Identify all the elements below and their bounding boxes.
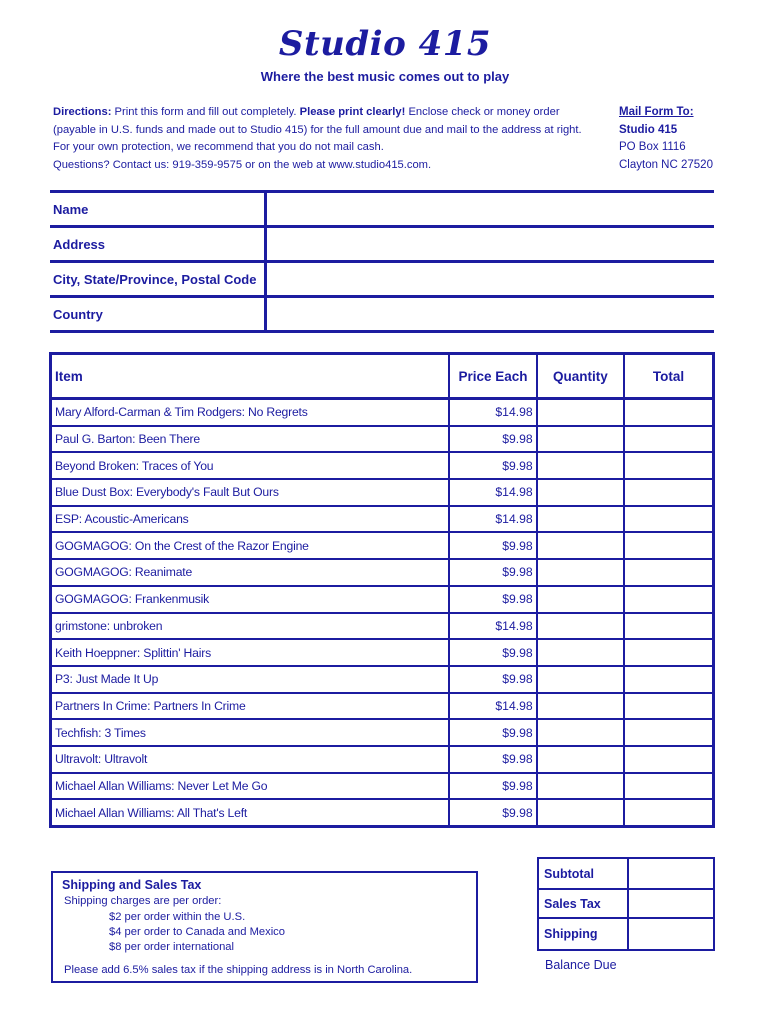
- customer-table-divider: [264, 190, 267, 333]
- sales-tax-row: [538, 889, 714, 918]
- item-price: $14.98: [449, 399, 536, 426]
- shipping-label: Shipping: [538, 918, 628, 950]
- city-label: City, State/Province, Postal Code: [53, 272, 257, 287]
- directions-body: Enclose check or money order (payable in U.S. funds and made out to Studio 415) for the full amount due and mail to the address at right. For your own protection, we recommend that you do not mail cash.: [53, 106, 582, 153]
- shipping-rate-canada-mexico: $4 per order to Canada and Mexico: [109, 926, 286, 938]
- table-row: [51, 773, 714, 800]
- address-label: Address: [53, 237, 106, 252]
- header-quantity: Quantity: [537, 354, 624, 399]
- sales-tax-field[interactable]: [628, 889, 714, 918]
- directions-text: [53, 104, 598, 174]
- table-row: [51, 719, 714, 746]
- balance-due-label: Balance Due: [545, 958, 617, 972]
- table-row: [51, 746, 714, 773]
- total-field[interactable]: [624, 666, 713, 693]
- table-row: [51, 559, 714, 586]
- table-row: [51, 666, 714, 693]
- item-price: $9.98: [449, 666, 536, 693]
- order-items-table: [49, 352, 715, 828]
- item-price: $9.98: [449, 746, 536, 773]
- quantity-field[interactable]: [537, 639, 624, 666]
- total-field[interactable]: [624, 559, 713, 586]
- item-price: $9.98: [449, 773, 536, 800]
- sales-tax-note: Please add 6.5% sales tax if the shipping address is in North Carolina.: [64, 964, 413, 976]
- total-field[interactable]: [624, 452, 713, 479]
- item-name: GOGMAGOG: On the Crest of the Razor Engine: [51, 532, 450, 559]
- total-field[interactable]: [624, 639, 713, 666]
- page-title: Studio 415: [278, 24, 492, 64]
- total-field[interactable]: [624, 399, 713, 426]
- item-name: ESP: Acoustic-Americans: [51, 506, 450, 533]
- table-row: [51, 693, 714, 720]
- quantity-field[interactable]: [537, 719, 624, 746]
- table-row: [51, 452, 714, 479]
- table-row: [51, 799, 714, 826]
- table-row: [51, 532, 714, 559]
- table-row: [51, 639, 714, 666]
- tagline: Where the best music comes out to play: [260, 69, 510, 84]
- table-row: [51, 506, 714, 533]
- table-row: [51, 613, 714, 640]
- subtotal-row: [538, 858, 714, 889]
- quantity-field[interactable]: [537, 613, 624, 640]
- header-total: Total: [624, 354, 713, 399]
- sales-tax-label: Sales Tax: [538, 889, 628, 918]
- item-name: Techfish: 3 Times: [51, 719, 450, 746]
- quantity-field[interactable]: [537, 666, 624, 693]
- total-field[interactable]: [624, 479, 713, 506]
- item-price: $9.98: [449, 426, 536, 453]
- item-name: P3: Just Made It Up: [51, 666, 450, 693]
- print-clearly-note: Please print clearly!: [299, 106, 406, 118]
- item-price: $9.98: [449, 452, 536, 479]
- directions-label: Directions:: [53, 106, 112, 118]
- item-name: GOGMAGOG: Frankenmusik: [51, 586, 450, 613]
- item-name: Michael Allan Williams: All That's Left: [51, 799, 450, 826]
- contact-info: Questions? Contact us: 919-359-9575 or on the web at www.studio415.com.: [53, 158, 432, 171]
- total-field[interactable]: [624, 773, 713, 800]
- address-row[interactable]: [50, 225, 714, 260]
- mail-to-address: [619, 104, 713, 174]
- item-name: Beyond Broken: Traces of You: [51, 452, 450, 479]
- shipping-field[interactable]: [628, 918, 714, 950]
- item-price: $14.98: [449, 693, 536, 720]
- quantity-field[interactable]: [537, 399, 624, 426]
- total-field[interactable]: [624, 506, 713, 533]
- shipping-rate-international: $8 per order international: [109, 941, 235, 953]
- subtotal-field[interactable]: [628, 858, 714, 889]
- quantity-field[interactable]: [537, 586, 624, 613]
- total-field[interactable]: [624, 719, 713, 746]
- item-price: $14.98: [449, 479, 536, 506]
- customer-info-table: [50, 190, 714, 333]
- item-price: $9.98: [449, 532, 536, 559]
- mail-to-name: Studio 415: [619, 123, 678, 136]
- item-name: Keith Hoeppner: Splittin' Hairs: [51, 639, 450, 666]
- table-row: [51, 479, 714, 506]
- total-field[interactable]: [624, 532, 713, 559]
- item-name: Ultravolt: Ultravolt: [51, 746, 450, 773]
- item-name: Paul G. Barton: Been There: [51, 426, 450, 453]
- subtotal-label: Subtotal: [538, 858, 628, 889]
- total-field[interactable]: [624, 693, 713, 720]
- header-item: Item: [51, 354, 450, 399]
- mail-to-line2: Clayton NC 27520: [619, 158, 713, 171]
- quantity-field[interactable]: [537, 559, 624, 586]
- quantity-field[interactable]: [537, 532, 624, 559]
- quantity-field[interactable]: [537, 426, 624, 453]
- item-price: $14.98: [449, 613, 536, 640]
- item-name: Blue Dust Box: Everybody's Fault But Ours: [51, 479, 450, 506]
- quantity-field[interactable]: [537, 746, 624, 773]
- quantity-field[interactable]: [537, 693, 624, 720]
- country-label: Country: [53, 307, 103, 322]
- shipping-heading: Shipping and Sales Tax: [62, 878, 202, 892]
- item-name: grimstone: unbroken: [51, 613, 450, 640]
- total-field[interactable]: [624, 746, 713, 773]
- item-name: Partners In Crime: Partners In Crime: [51, 693, 450, 720]
- quantity-field[interactable]: [537, 799, 624, 826]
- total-field[interactable]: [624, 613, 713, 640]
- quantity-field[interactable]: [537, 773, 624, 800]
- shipping-rate-us: $2 per order within the U.S.: [109, 911, 246, 923]
- table-header-row: [51, 354, 714, 399]
- item-price: $9.98: [449, 799, 536, 826]
- shipping-intro: Shipping charges are per order:: [64, 895, 222, 907]
- shipping-tax-info-box: [51, 871, 478, 983]
- country-row[interactable]: [50, 295, 714, 333]
- total-field[interactable]: [624, 426, 713, 453]
- quantity-field[interactable]: [537, 479, 624, 506]
- item-price: $9.98: [449, 719, 536, 746]
- table-row: [51, 426, 714, 453]
- item-name: Michael Allan Williams: Never Let Me Go: [51, 773, 450, 800]
- item-price: $14.98: [449, 506, 536, 533]
- directions-intro: Print this form and fill out completely.: [111, 106, 300, 118]
- total-field[interactable]: [624, 586, 713, 613]
- quantity-field[interactable]: [537, 452, 624, 479]
- name-label: Name: [53, 202, 89, 217]
- shipping-row: [538, 918, 714, 950]
- name-row[interactable]: [50, 190, 714, 225]
- mail-to-line1: PO Box 1116: [619, 141, 686, 153]
- item-price: $9.98: [449, 559, 536, 586]
- item-name: Mary Alford-Carman & Tim Rodgers: No Regrets: [51, 399, 450, 426]
- quantity-field[interactable]: [537, 506, 624, 533]
- item-name: GOGMAGOG: Reanimate: [51, 559, 450, 586]
- table-row: [51, 586, 714, 613]
- item-price: $9.98: [449, 639, 536, 666]
- header-price-each: Price Each: [449, 354, 536, 399]
- mail-to-heading: Mail Form To:: [619, 106, 694, 118]
- total-field[interactable]: [624, 799, 713, 826]
- order-summary-table: [537, 857, 715, 951]
- city-row[interactable]: [50, 260, 714, 295]
- table-row: [51, 399, 714, 426]
- item-price: $9.98: [449, 586, 536, 613]
